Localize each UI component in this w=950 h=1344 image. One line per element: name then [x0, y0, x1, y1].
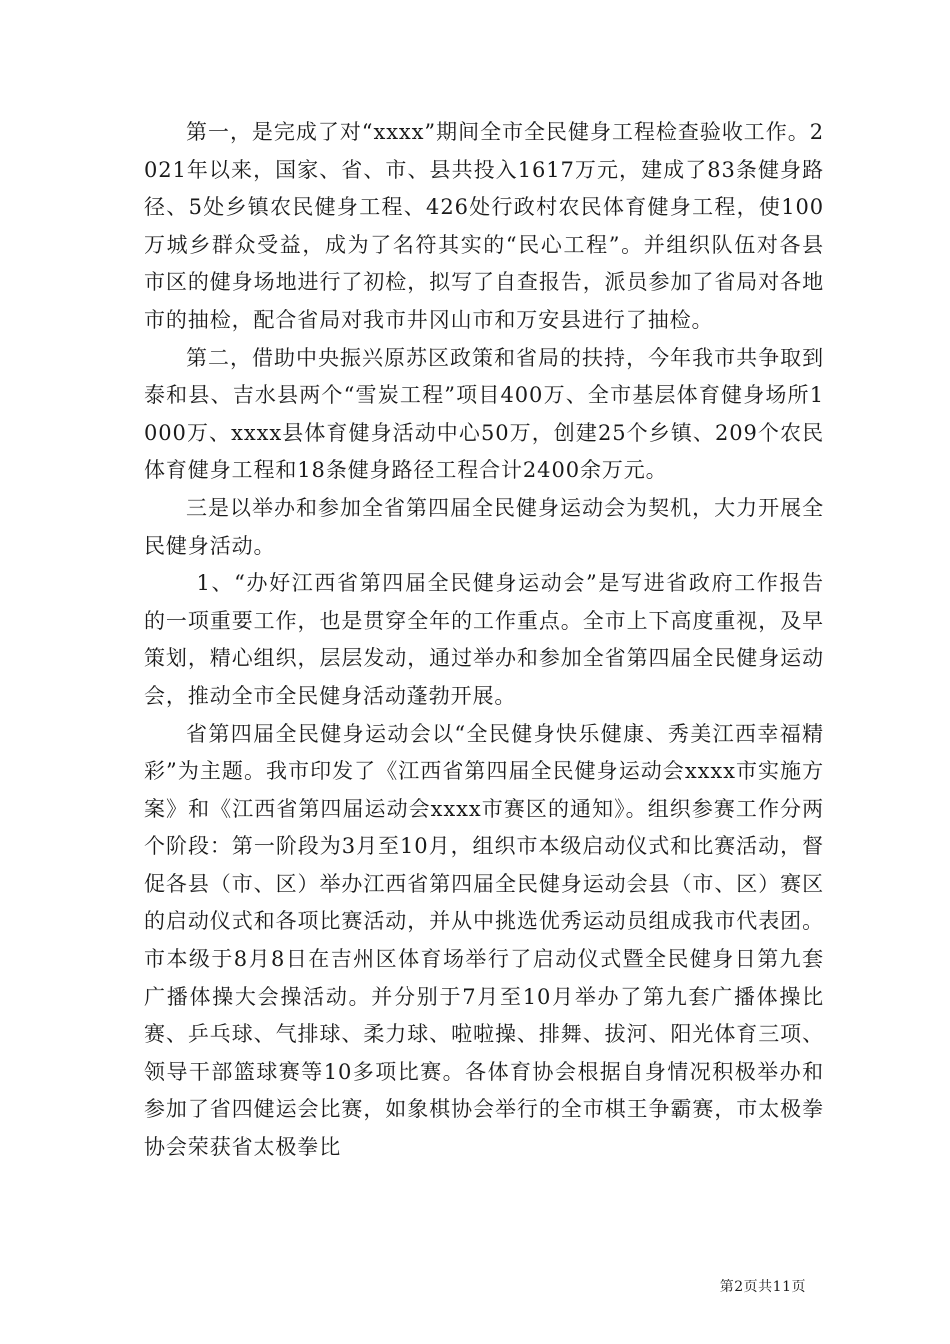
paragraph-funding: 第二，借助中央振兴原苏区政策和省局的扶持，今年我市共争取到泰和县、吉水县两个“雪炭工程”项目400万、全市基层体育健身场所1000万、xxxx县体育健身活动中心50万，创建25个乡镇、209个农民体育健身工程和18条健身路径工程合计2400余万元。: [144, 345, 824, 483]
paragraph-games-theme: 省第四届全民健身运动会以“全民健身快乐健康、秀美江西幸福精彩”为主题。我市印发了《江西省第四届全民健身运动会xxxx市实施方案》和《江西省第四届运动会xxxx市赛区的通知》。组织参赛工作分两个阶段：第一阶段为3月至10月，组织市本级启动仪式和比赛活动，督促各县（市、区）举办江西省第四届全民健身运动会县（市、区）赛区的启动仪式和各项比赛活动，并从中挑选优秀运动员组成我市代表团。市本级于8月8日在吉州区体育场举行了启动仪式暨全民健身日第九套广播体操大会操活动。并分别于7月至10月举办了第九套广播体操比赛、乒乓球、气排球、柔力球、啦啦操、排舞、拔河、阳光体育三项、领导干部篮球赛等10多项比赛。各体育协会根据自身情况积极举办和参加了省四健运会比赛，如象棋协会举行的全市棋王争霸赛，市太极拳协会荣获省太极拳比: [144, 721, 824, 1160]
paragraph-games-intro: 三是以举办和参加全省第四届全民健身运动会为契机，大力开展全民健身活动。: [144, 495, 824, 558]
paragraph-item-1: 1、“办好江西省第四届全民健身运动会”是写进省政府工作报告的一项重要工作，也是贯穿全年的工作重点。全市上下高度重视，及早策划，精心组织，层层发动，通过举办和参加全省第四届全民健身运动会，推动全市全民健身活动蓬勃开展。: [144, 571, 824, 708]
page-number-footer: 第2页共11页: [719, 1279, 806, 1295]
paragraph-inspection: 第一，是完成了对“xxxx”期间全市全民健身工程检查验收工作。2021年以来，国家、省、市、县共投入1617万元，建成了83条健身路径、5处乡镇农民健身工程、426处行政村农民体育健身工程，使100万城乡群众受益，成为了名符其实的“民心工程”。并组织队伍对各县市区的健身场地进行了初检，拟写了自查报告，派员参加了省局对各地市的抽检，配合省局对我市井冈山市和万安县进行了抽检。: [144, 120, 824, 332]
document-body: [144, 114, 824, 1167]
